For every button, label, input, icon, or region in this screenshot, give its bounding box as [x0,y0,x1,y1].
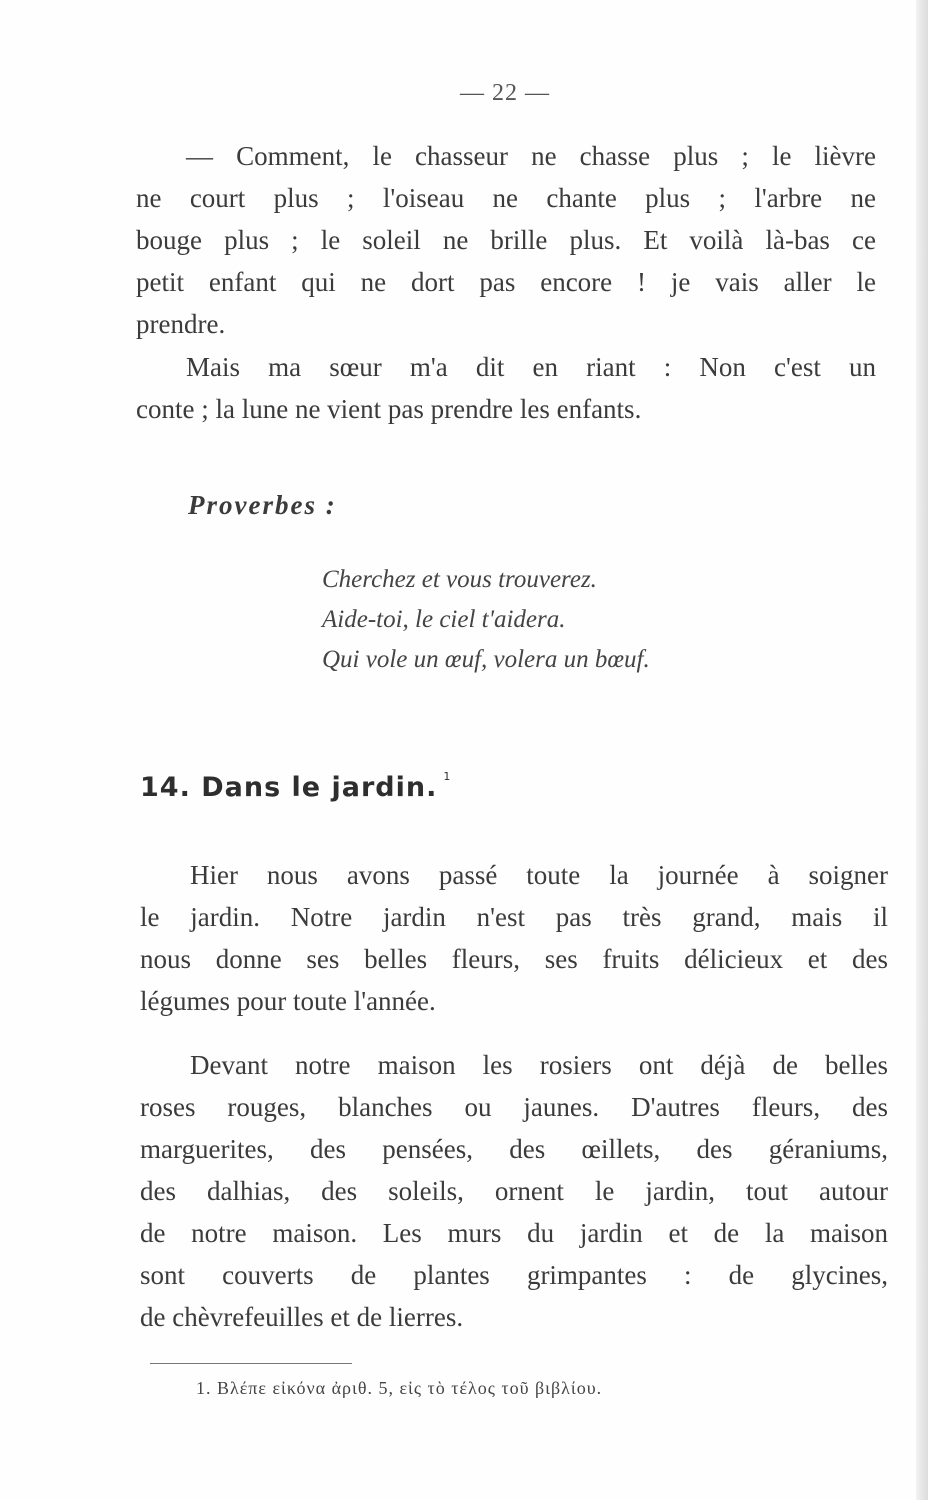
paragraph-dialogue [136,135,876,345]
text-line: — Comment, le chasseur ne chasse plus ; le lièvre [186,141,876,171]
text-line: marguerites, des pensées, des œillets, des géraniums, [140,1134,888,1164]
text-line: légumes pour toute l'année. [140,986,436,1016]
text-line: roses rouges, blanches ou jaunes. D'autres fleurs, des [140,1092,888,1122]
text-line: petit enfant qui ne dort pas encore ! je vais aller le [136,267,876,297]
page-number: — 22 — [460,80,550,106]
text-line: des dalhias, des soleils, ornent le jardin, tout autour [140,1176,888,1206]
proverb-item: Aide-toi, le ciel t'aidera. [322,606,566,633]
section-heading-text: 14. Dans le jardin. [140,772,438,803]
paragraph-conclusion [136,346,876,430]
text-line: sont couverts de plantes grimpantes : de glycines, [140,1260,888,1290]
text-line: bouge plus ; le soleil ne brille plus. Et voilà là-bas ce [136,225,876,255]
proverb-item: Cherchez et vous trouverez. [322,566,597,593]
text-line: le jardin. Notre jardin n'est pas très grand, mais il [140,902,888,932]
footnote: 1. Βλέπε εἰκόνα ἀριθ. 5, εἰς τὸ τέλος τοῦ βιβλίου. [196,1378,603,1398]
proverbs-list [322,560,650,680]
text-line: de notre maison. Les murs du jardin et de la maison [140,1218,888,1248]
paragraph-garden-flowers [140,1044,888,1338]
text-line: prendre. [136,309,226,339]
text-line: nous donne ses belles fleurs, ses fruits délicieux et des [140,944,888,974]
text-line: de chèvrefeuilles et de lierres. [140,1302,464,1332]
footnote-divider [150,1363,352,1364]
section-heading [140,772,451,803]
proverbs-title: Proverbes : [188,490,337,520]
text-line: Devant notre maison les rosiers ont déjà de belles [190,1050,888,1080]
text-line: Mais ma sœur m'a dit en riant : Non c'est un [186,352,876,382]
text-line: Hier nous avons passé toute la journée à soigner [190,860,888,890]
paragraph-garden-intro [140,854,888,1022]
proverb-item: Qui vole un œuf, volera un bœuf. [322,646,650,673]
text-line: conte ; la lune ne vient pas prendre les enfants. [136,394,642,424]
footnote-marker: 1 [443,770,452,783]
page-edge-shadow [916,0,928,1500]
text-line: ne court plus ; l'oiseau ne chante plus ; l'arbre ne [136,183,876,213]
